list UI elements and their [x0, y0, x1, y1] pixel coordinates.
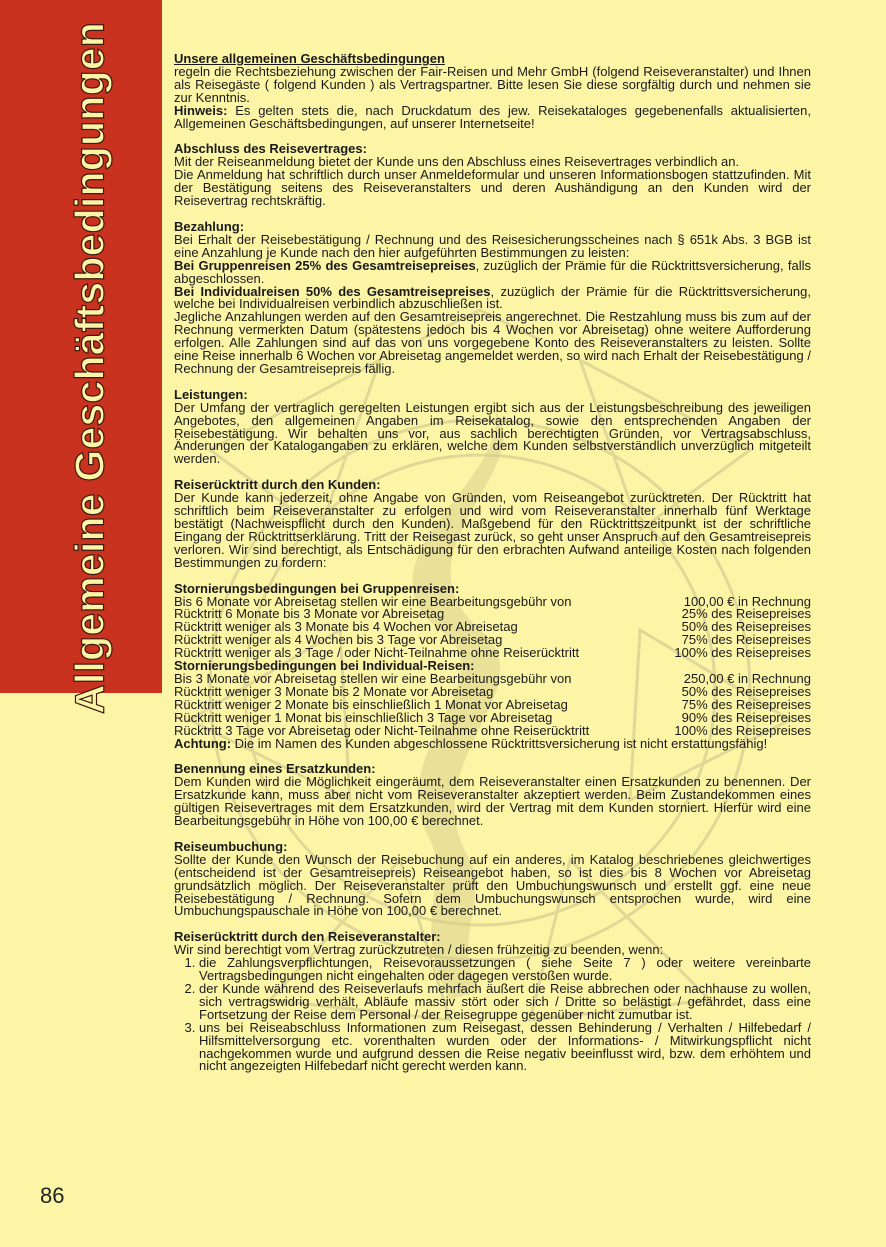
storno-row-label: Rücktritt weniger 3 Monate bis 2 Monate vor Abreisetag	[174, 683, 494, 699]
bezahlung-group-text: , zuzüglich der Prämie für die Rücktrittsversicherung, falls abgeschlossen.	[174, 257, 811, 286]
storno-row-value: 100,00 € in Rechnung	[683, 593, 811, 609]
leistungen-heading: Leistungen:	[174, 386, 248, 402]
storno-row-label: Rücktritt weniger 2 Monate bis einschließlich 1 Monat vor Abreisetag	[174, 696, 568, 712]
ruecktritt-veranstalter-intro: Wir sind berechtigt vom Vertrag zurückzutreten / diesen frühzeitig zu beenden, wenn:	[174, 942, 664, 958]
abschluss-heading: Abschluss des Reisevertrages:	[174, 141, 367, 157]
storno-note	[174, 735, 811, 751]
bezahlung-section	[174, 218, 811, 376]
leistungen-text: Der Umfang der vertraglich geregelten Leistungen ergibt sich aus der Leistungsbeschreibung des jeweiligen Angebotes, den allgemeinen Angaben im Reisekatalog, sowie den entsprechenden Angaben der Reisebestätigung. Wir behalten uns vor, aus sachlich berechtigten Gründen, vor Vertragsabschluss, Änderungen der Katalogangaben zu erklären, welche dem Kunden selbstverständlich unverzüglich mitgeteilt werden.	[174, 399, 811, 467]
storno-row-value: 75% des Reisepreises	[681, 632, 811, 648]
umbuchung-section	[174, 838, 811, 919]
bezahlung-p2: Jegliche Anzahlungen werden auf den Gesamtreisepreis angerechnet. Die Restzahlung muss bis zum auf der Rechnung vermerkten Datum (spätestens jedoch bis 4 Wochen vor Abreisetag) ohne weitere Aufforderung erfolgen. Alle Zahlungen sind auf das von uns vorgegebene Konto des Reiseveranstalters zu leisten. Sollte eine Reise innerhalb 6 Wochen vor Abreisetag angemeldet werden, so wird nach Erhalt der Reisebestätigung / Rechnung der Gesamtreisepreis fällig.	[174, 309, 811, 376]
ruecktritt-veranstalter-list	[174, 957, 811, 1073]
storno-row-value: 25% des Reisepreises	[681, 606, 811, 622]
umbuchung-heading: Reiseumbuchung:	[174, 838, 288, 854]
bezahlung-indiv	[174, 283, 811, 312]
storno-row-value: 100% des Reisepreises	[674, 645, 811, 661]
ruecktritt-veranstalter-heading: Reiserücktritt durch den Reiseveranstalter:	[174, 929, 441, 945]
bezahlung-indiv-text: , zuzüglich der Prämie für die Rücktrittsversicherung, welche bei Individualreisen verbindlich abzuschließen ist.	[174, 283, 811, 312]
bezahlung-indiv-bold: Bei Individualreisen 50% des Gesamtreisepreises	[174, 283, 491, 299]
storno-row-label: Bis 3 Monate vor Abreisetag stellen wir eine Bearbeitungsgebühr von	[174, 670, 572, 686]
storno-group-heading-text: Stornierungsbedingungen bei Gruppenreisen:	[174, 580, 460, 596]
storno-row-value: 50% des Reisepreises	[681, 619, 811, 635]
ruecktritt-kunde-section	[174, 479, 811, 569]
storno-row-value: 90% des Reisepreises	[681, 709, 811, 725]
ruecktritt-veranstalter-section	[174, 931, 811, 1073]
storno-row-label: Rücktritt weniger als 3 Tage / oder Nicht-Teilnahme ohne Reiserücktritt	[174, 645, 580, 661]
hint-label: Hinweis:	[174, 102, 228, 118]
storno-row-label: Bis 6 Monate vor Abreisetag stellen wir eine Bearbeitungsgebühr von	[174, 593, 572, 609]
bezahlung-heading: Bezahlung:	[174, 218, 245, 234]
ersatz-heading: Benennung eines Ersatzkunden:	[174, 761, 376, 777]
leistungen-section	[174, 386, 811, 467]
abschluss-p1: Mit der Reiseanmeldung bietet der Kunde uns den Abschluss eines Reisevertrages verbindlich an.	[174, 154, 740, 170]
terms-content	[174, 53, 811, 1073]
hint-text: Es gelten stets die, nach Druckdatum des jew. Reisekataloges gegebenenfalls aktualisierten, Allgemeinen Geschäftsbedingungen, auf unserer Internetseite!	[174, 102, 811, 131]
hint-paragraph	[174, 102, 811, 131]
storno-row-value: 50% des Reisepreises	[681, 683, 811, 699]
intro-heading: Unsere allgemeinen Geschäftsbedingungen	[174, 51, 445, 66]
bezahlung-group	[174, 257, 811, 286]
storno-row-label: Rücktritt 6 Monate bis 3 Monate vor Abreisetag	[174, 606, 445, 622]
storno-row-label: Rücktritt weniger als 3 Monate bis 4 Wochen vor Abreisetag	[174, 619, 518, 635]
storno-row-value: 250,00 € in Rechnung	[683, 670, 811, 686]
list-item: 1. die Zahlungsverpflichtungen, Reisevoraussetzungen ( siehe Seite 7 ) oder weitere vereinbarte Vertragsbedingungen nicht eingehalten oder dagegen verstoßen wurde.	[199, 957, 811, 983]
storno-row-label: Rücktritt 3 Tage vor Abreisetag oder Nicht-Teilnahme ohne Reiserücktritt	[174, 722, 590, 738]
storno-indiv-heading-text: Stornierungsbedingungen bei Individual-Reisen:	[174, 658, 475, 674]
umbuchung-text: Sollte der Kunde den Wunsch der Reisebuchung auf ein anderes, im Katalog beschriebenes gleichwertiges (entscheidend ist der Gesamtreisepreis) Reiseangebot haben, so ist dies bis 8 Wochen vor Abreisetag grundsätzlich möglich. Der Reiseveranstalter prüft den Umbuchungswunsch und erstellt ggf. eine neue Reisebestätigung / Rechnung. Sofern dem Umbuchungswunsch entsprochen wurde, wird eine Umbuchungspauschale in Höhe von 100,00 € berechnet.	[174, 851, 811, 919]
storno-row-value: 100% des Reisepreises	[674, 722, 811, 738]
ruecktritt-kunde-heading: Reiserücktritt durch den Kunden:	[174, 477, 381, 493]
ruecktritt-kunde-text: Der Kunde kann jederzeit, ohne Angabe von Gründen, vom Reiseangebot zurücktreten. Der Rücktritt hat schriftlich beim Reiseveranstalter zu erfolgen und wird vom Reiseveranstalter innerhalb fünf Werktage bestätigt (Nachweispflicht durch den Kunden). Maßgebend für den Rücktrittszeitpunkt ist der schriftliche Eingang der Rücktrittserklärung. Tritt der Reisegast zurück, so geht unser Anspruch auf den Gesamtreisepreis verloren. Wir sind berechtigt, als Entschädigung für den erbrachten Aufwand anteilige Kosten nach folgenden Bestimmungen zu fordern:	[174, 490, 811, 570]
storno-note-label: Achtung:	[174, 735, 232, 751]
intro-section	[174, 53, 811, 130]
intro-text: regeln die Rechtsbeziehung zwischen der Fair-Reisen und Mehr GmbH (folgend Reiseveranstalter) und Ihnen als Reisegäste ( folgend Kunden ) als Vertragspartner. Bitte lesen Sie diese sorgfältig durch und nehmen sie zur Kenntnis.	[174, 63, 811, 105]
storno-row-label: Rücktritt weniger als 4 Wochen bis 3 Tage vor Abreisetag	[174, 632, 503, 648]
storno-section	[174, 580, 811, 751]
bezahlung-p1: Bei Erhalt der Reisebestätigung / Rechnung und des Reisesicherungsscheines nach § 651k Abs. 3 BGB ist eine Anzahlung je Kunde nach den hier aufgeführten Bestimmungen zu leisten:	[174, 231, 811, 260]
abschluss-p2: Die Anmeldung hat schriftlich durch unser Anmeldeformular und unseren Informationsbogen stattzufinden. Mit der Bestätigung seitens des Reiseveranstalters und deren Aushändigung an den Kunden wird der Reisevertrag rechtskräftig.	[174, 167, 811, 209]
sidebar	[0, 0, 162, 714]
list-item: 3. uns bei Reiseabschluss Informationen zum Reisegast, dessen Behinderung / Verhalten / Hilfebedarf / Hilfsmittelversorgung etc. vorenthalten wurden oder der Informations- / Mitwirkungspflicht nicht nachgekommen wurde und aufgrund dessen die Reise negativ beeinflusst wird, bzw. dem erhöhtem und nicht angezeigten Hilfebedarf nicht gerecht werden kann.	[199, 1022, 811, 1074]
page-number: 86	[40, 1183, 65, 1208]
abschluss-section	[174, 143, 811, 208]
bezahlung-group-bold: Bei Gruppenreisen 25% des Gesamtreisepreises	[174, 257, 476, 273]
storno-row-value: 75% des Reisepreises	[681, 696, 811, 712]
ersatz-text: Dem Kunden wird die Möglichkeit eingeräumt, dem Reiseveranstalter einen Ersatzkunden zu benennen. Der Ersatzkunde kann, muss aber nicht vom Reiseveranstalter akzeptiert werden. Beim Zustandekommen eines gültigen Reisevertrages mit dem Ersatzkunden, wird der Vertrag mit dem Kunden storniert. Hierfür wird eine Bearbeitungsgebühr in Höhe von 100,00 € berechnet.	[174, 774, 811, 829]
sidebar-title: Allgemeine Geschäftsbedingungen	[66, 22, 113, 714]
storno-note-text: Die im Namen des Kunden abgeschlossene Rücktrittsversicherung ist nicht erstattungsfähig!	[231, 735, 768, 751]
storno-row-label: Rücktritt weniger 1 Monat bis einschließlich 3 Tage vor Abreisetag	[174, 709, 553, 725]
list-item: 2. der Kunde während des Reiseverlaufs mehrfach äußert die Reise abbrechen oder nachhause zu wollen, sich vertragswidrig verhält, Abläufe massiv stört oder sich / Dritte so belästigt / gefährdet, dass eine Fortsetzung der Reise dem Personal / der Reisegruppe gegenüber nicht zumutbar ist.	[199, 983, 811, 1022]
ersatz-section	[174, 763, 811, 828]
